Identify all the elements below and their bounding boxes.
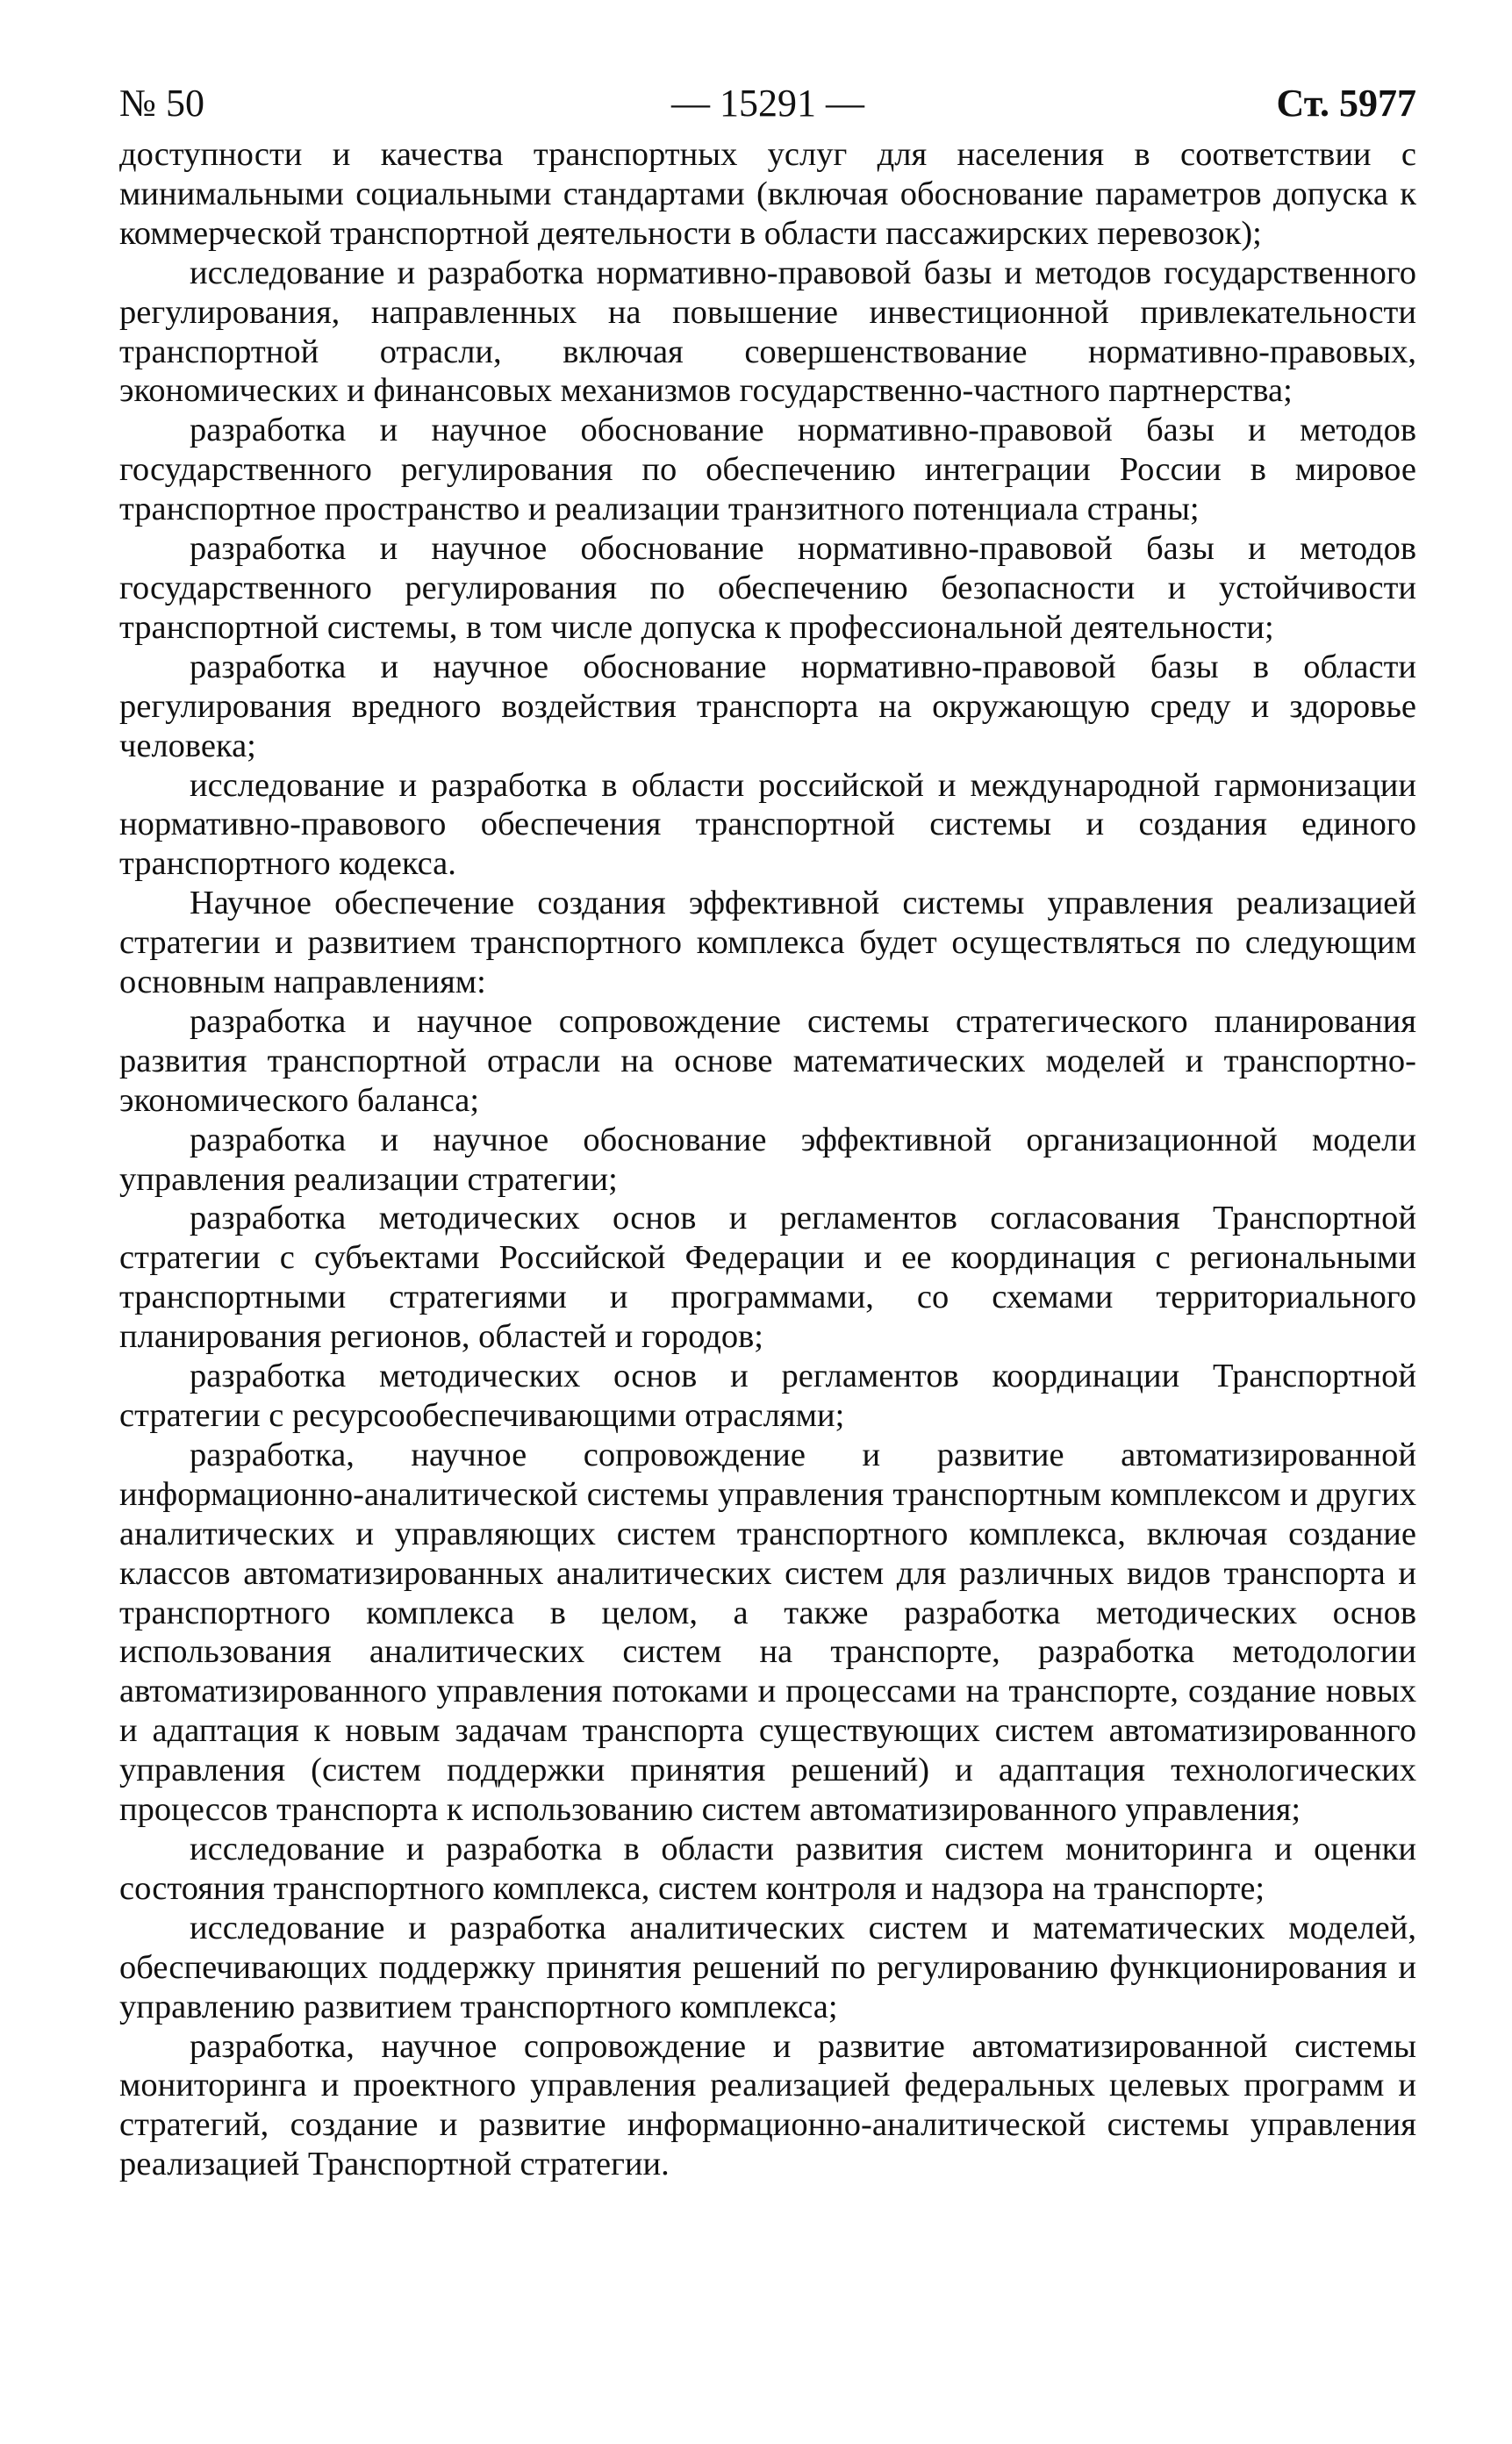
paragraph: разработка и научное сопровождение системы стратегического планирования развития транспортной отрасли на основе математических моделей и транспортно-экономического баланса; bbox=[119, 1002, 1416, 1119]
paragraph: исследование и разработка нормативно-правовой базы и методов государственного регулирования, направленных на повышение инвестиционной привлекательности транспортной отрасли, включая совершенствование нормативно-правовых, экономических и финансовых механизмов государственно-частного партнерства; bbox=[119, 254, 1416, 410]
paragraph: исследование и разработка в области российской и международной гармонизации нормативно-правового обеспечения транспортной системы и создания единого транспортного кодекса. bbox=[119, 766, 1416, 883]
document-page bbox=[119, 77, 1416, 2184]
page-header bbox=[119, 77, 1416, 130]
paragraph: разработка методических основ и регламентов согласования Транспортной стратегии с субъектами Российской Федерации и ее координация с региональными транспортными стратегиями и программами, со схемами территориального планирования регионов, областей и городов; bbox=[119, 1200, 1416, 1356]
issue-number: № 50 bbox=[119, 82, 204, 125]
paragraph: разработка, научное сопровождение и развитие автоматизированной информационно-аналитической системы управления транспортным комплексом и других аналитических и управляющих систем транспортного комплекса, включая создание классов автоматизированных аналитических систем для различных видов транспорта и транспортного комплекса в целом, а также разработка методических основ использования аналитических систем на транспорте, разработка методологии автоматизированного управления потоками и процессами на транспорте, создание новых и адаптация к новым задачам транспорта существующих систем автоматизированного управления (систем поддержки принятия решений) и адаптация технологических процессов транспорта к использованию систем автоматизированного управления; bbox=[119, 1436, 1416, 1829]
page-number: — 15291 — bbox=[671, 82, 864, 125]
paragraph: разработка и научное обоснование эффективной организационной модели управления реализации стратегии; bbox=[119, 1121, 1416, 1198]
paragraph: исследование и разработка в области развития систем мониторинга и оценки состояния транспортного комплекса, систем контроля и надзора на транспорте; bbox=[119, 1830, 1416, 1907]
paragraph: исследование и разработка аналитических систем и математических моделей, обеспечивающих поддержку принятия решений по регулированию функционирования и управлению развитием транспортного комплекса; bbox=[119, 1909, 1416, 2025]
paragraph: Научное обеспечение создания эффективной системы управления реализацией стратегии и развитием транспортного комплекса будет осуществляться по следующим основным направлениям: bbox=[119, 885, 1416, 1001]
paragraph: доступности и качества транспортных услуг для населения в соответствии с минимальными социальными стандартами (включая обоснование параметров допуска к коммерческой транспортной деятельности в области пассажирских перевозок); bbox=[119, 136, 1416, 252]
paragraph: разработка и научное обоснование нормативно-правовой базы и методов государственного регулирования по обеспечению интеграции России в мировое транспортное пространство и реализации транзитного потенциала страны; bbox=[119, 412, 1416, 528]
document-body bbox=[119, 135, 1416, 2184]
article-number: Ст. 5977 bbox=[1276, 82, 1416, 125]
paragraph: разработка и научное обоснование нормативно-правовой базы в области регулирования вредного воздействия транспорта на окружающую среду и здоровье человека; bbox=[119, 648, 1416, 764]
paragraph: разработка и научное обоснование нормативно-правовой базы и методов государственного регулирования по обеспечению безопасности и устойчивости транспортной системы, в том числе допуска к профессиональной деятельности; bbox=[119, 530, 1416, 646]
paragraph: разработка, научное сопровождение и развитие автоматизированной системы мониторинга и проектного управления реализацией федеральных целевых программ и стратегий, создание и развитие информационно-аналитической системы управления реализацией Транспортной стратегии. bbox=[119, 2027, 1416, 2183]
paragraph: разработка методических основ и регламентов координации Транспортной стратегии с ресурсообеспечивающими отраслями; bbox=[119, 1358, 1416, 1434]
